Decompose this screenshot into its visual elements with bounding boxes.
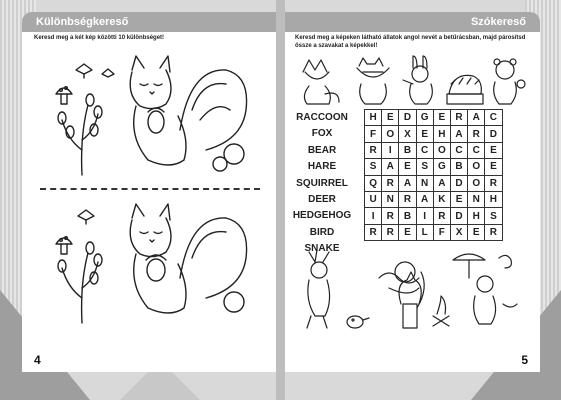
grid-row <box>365 142 503 158</box>
picture-divider <box>40 188 260 190</box>
word-snake: SNAKE <box>304 243 340 255</box>
grid-cell[interactable]: N <box>468 191 485 207</box>
grid-cell[interactable]: F <box>365 126 382 142</box>
grid-cell[interactable]: I <box>382 142 399 158</box>
grid-row <box>365 126 503 142</box>
campfire-icon <box>433 296 449 326</box>
raccoon-umbrella-icon <box>453 254 517 324</box>
bird-icon <box>347 316 369 328</box>
grid-cell[interactable]: A <box>468 110 485 126</box>
grid-cell[interactable]: R <box>399 191 416 207</box>
grid-cell[interactable]: B <box>399 208 416 224</box>
grid-cell[interactable]: D <box>450 175 467 191</box>
grid-cell[interactable]: D <box>485 126 502 142</box>
left-page-instruction: Keresd meg a két kép közötti 10 különbséget! <box>34 35 165 41</box>
grid-cell[interactable]: H <box>365 110 382 126</box>
grid-cell[interactable]: L <box>416 224 433 240</box>
right-page-number: 5 <box>521 353 528 367</box>
letter-grid <box>364 109 503 241</box>
grid-row <box>365 159 503 175</box>
left-page-title: Különbségkereső <box>22 12 276 32</box>
grid-cell[interactable]: R <box>468 126 485 142</box>
grid-cell[interactable]: R <box>365 224 382 240</box>
grid-cell[interactable]: I <box>365 208 382 224</box>
grid-cell[interactable]: R <box>382 208 399 224</box>
grid-cell[interactable]: R <box>485 224 502 240</box>
grid-cell[interactable]: H <box>468 208 485 224</box>
word-bear: BEAR <box>307 144 337 156</box>
grid-cell[interactable]: S <box>365 159 382 175</box>
grid-cell[interactable]: C <box>485 110 502 126</box>
mushroom-icon <box>56 87 72 104</box>
grid-row <box>365 191 503 207</box>
word-deer: DEER <box>308 193 336 205</box>
grid-cell[interactable]: X <box>450 224 467 240</box>
flower-branch-icon <box>58 94 102 175</box>
grid-cell[interactable]: X <box>399 126 416 142</box>
grid-cell[interactable]: C <box>416 142 433 158</box>
grid-cell[interactable]: E <box>450 191 467 207</box>
grid-cell[interactable]: E <box>399 224 416 240</box>
grid-row <box>365 175 503 191</box>
hare-icon <box>403 56 432 104</box>
grid-cell[interactable]: O <box>433 142 450 158</box>
word-squirrel: SQUIRREL <box>296 177 348 189</box>
grid-cell[interactable]: U <box>365 191 382 207</box>
grid-cell[interactable]: N <box>382 191 399 207</box>
grid-cell[interactable]: A <box>399 175 416 191</box>
grid-row <box>365 110 503 126</box>
grid-cell[interactable]: N <box>416 175 433 191</box>
grid-cell[interactable]: H <box>485 191 502 207</box>
hedgehog-icon <box>447 75 483 104</box>
grid-cell[interactable]: K <box>433 191 450 207</box>
word-raccoon: RACCOON <box>296 112 348 123</box>
grid-cell[interactable]: B <box>450 159 467 175</box>
right-page-instruction: Keresd meg a képeken látható állatok angol nevét a betűrácsban, majd párosítsd össze a szavakat a képekkel! <box>295 35 526 49</box>
grid-cell[interactable]: B <box>399 142 416 158</box>
leaf-icon <box>76 64 92 78</box>
word-hare: HARE <box>307 161 337 173</box>
grid-cell[interactable]: A <box>382 159 399 175</box>
grid-cell[interactable]: E <box>468 224 485 240</box>
word-hedgehog: HEDGEHOG <box>292 210 352 222</box>
grid-cell[interactable]: E <box>433 110 450 126</box>
grid-cell[interactable]: R <box>450 110 467 126</box>
grid-row <box>365 224 503 240</box>
book-gutter <box>276 0 285 400</box>
grid-cell[interactable]: G <box>433 159 450 175</box>
leaf-icon <box>78 210 94 224</box>
grid-cell[interactable]: D <box>450 208 467 224</box>
grid-cell[interactable]: H <box>433 126 450 142</box>
grid-cell[interactable]: C <box>450 142 467 158</box>
grid-cell[interactable]: R <box>382 224 399 240</box>
grid-cell[interactable]: A <box>433 175 450 191</box>
word-list <box>287 110 357 258</box>
grid-cell[interactable]: C <box>468 142 485 158</box>
word-fox: FOX <box>311 128 333 140</box>
grid-cell[interactable]: G <box>416 110 433 126</box>
grid-row <box>365 208 503 224</box>
left-page-number: 4 <box>34 353 41 367</box>
grid-cell[interactable]: R <box>433 208 450 224</box>
raccoon-icon <box>357 58 389 104</box>
squirrel-picture-top <box>52 50 252 180</box>
grid-cell[interactable]: O <box>468 159 485 175</box>
grid-cell[interactable]: E <box>485 159 502 175</box>
right-page <box>285 32 540 372</box>
grid-cell[interactable]: E <box>416 126 433 142</box>
deer-icon <box>307 250 330 328</box>
grid-cell[interactable]: E <box>399 159 416 175</box>
left-page <box>22 32 276 372</box>
grid-cell[interactable]: R <box>485 175 502 191</box>
grid-cell[interactable]: Q <box>365 175 382 191</box>
word-bird: BIRD <box>309 226 335 238</box>
grid-cell[interactable]: R <box>382 175 399 191</box>
squirrel-icon <box>130 56 246 171</box>
grid-cell[interactable]: F <box>433 224 450 240</box>
grid-cell[interactable]: E <box>485 142 502 158</box>
squirrel-picture-bottom <box>52 198 252 328</box>
right-page-title: Szókereső <box>285 12 540 32</box>
grid-cell[interactable]: S <box>485 208 502 224</box>
grid-cell[interactable]: A <box>450 126 467 142</box>
grid-cell[interactable]: O <box>382 126 399 142</box>
grid-cell[interactable]: I <box>416 208 433 224</box>
grid-cell[interactable]: R <box>365 142 382 158</box>
mushroom-icon <box>56 237 72 254</box>
bear-icon <box>494 59 525 104</box>
grid-cell[interactable]: O <box>468 175 485 191</box>
grid-cell[interactable]: D <box>399 110 416 126</box>
grid-cell[interactable]: A <box>416 191 433 207</box>
animals-picture-bottom <box>293 248 529 334</box>
fox-icon <box>303 60 339 104</box>
grid-cell[interactable]: E <box>382 110 399 126</box>
grid-cell[interactable]: S <box>416 159 433 175</box>
squirrel-icon <box>130 204 246 313</box>
animals-picture-top <box>295 54 527 106</box>
leaf-icon <box>102 69 114 77</box>
